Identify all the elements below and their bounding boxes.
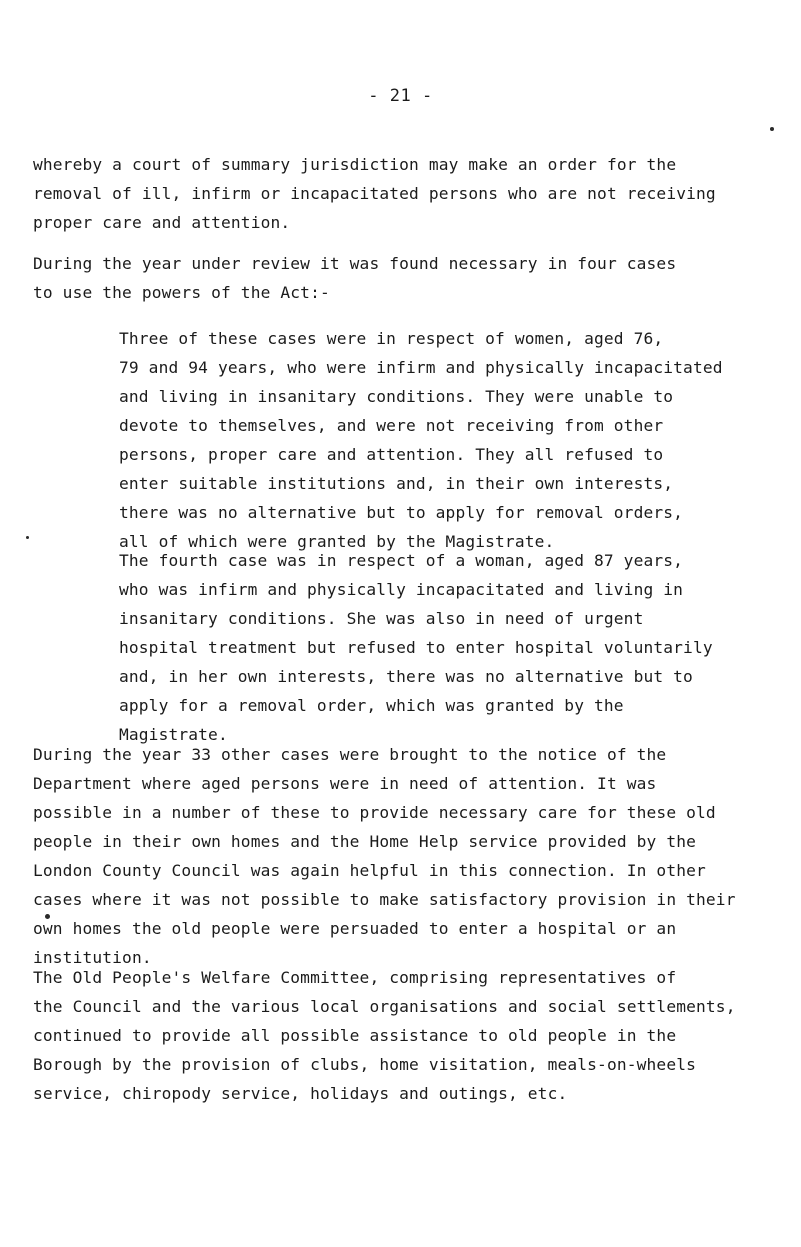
text-line: persons, proper care and attention. They all refused to [119, 445, 664, 464]
paragraph-other-cases [33, 740, 736, 972]
text-line: cases where it was not possible to make satisfactory provision in their [33, 890, 736, 909]
text-line: and living in insanitary conditions. They were unable to [119, 387, 674, 406]
text-line: removal of ill, infirm or incapacitated persons who are not receiving [33, 184, 716, 203]
text-line: Borough by the provision of clubs, home visitation, meals-on-wheels [33, 1055, 697, 1074]
paragraph-summary-jurisdiction [33, 150, 716, 237]
text-line: proper care and attention. [33, 213, 291, 232]
text-line: there was no alternative but to apply for removal orders, [119, 503, 684, 522]
text-line: institution. [33, 948, 152, 967]
text-line: London County Council was again helpful in this connection. In other [33, 861, 706, 880]
paragraph-welfare-committee [33, 963, 736, 1108]
page-number: - 21 - [368, 86, 433, 106]
paragraph-fourth-case [119, 546, 713, 749]
text-line: Three of these cases were in respect of women, aged 76, [119, 329, 664, 348]
text-line: devote to themselves, and were not receiving from other [119, 416, 664, 435]
text-line: During the year 33 other cases were brought to the notice of the [33, 745, 667, 764]
text-line: own homes the old people were persuaded to enter a hospital or an [33, 919, 677, 938]
text-line: The fourth case was in respect of a woman, aged 87 years, [119, 551, 684, 570]
text-line: Department where aged persons were in need of attention. It was [33, 774, 657, 793]
text-line: to use the powers of the Act:- [33, 283, 330, 302]
text-line: whereby a court of summary jurisdiction may make an order for the [33, 155, 677, 174]
text-line: insanitary conditions. She was also in need of urgent [119, 609, 644, 628]
text-line: 79 and 94 years, who were infirm and physically incapacitated [119, 358, 723, 377]
text-line: service, chiropody service, holidays and outings, etc. [33, 1084, 568, 1103]
text-line: who was infirm and physically incapacitated and living in [119, 580, 684, 599]
text-line: During the year under review it was found necessary in four cases [33, 254, 677, 273]
text-line: Magistrate. [119, 725, 228, 744]
scan-speck [770, 127, 774, 131]
text-line: possible in a number of these to provide necessary care for these old [33, 803, 716, 822]
text-line: continued to provide all possible assistance to old people in the [33, 1026, 677, 1045]
text-line: hospital treatment but refused to enter hospital voluntarily [119, 638, 713, 657]
text-line: enter suitable institutions and, in their own interests, [119, 474, 674, 493]
paragraph-three-cases [119, 324, 723, 556]
text-line: The Old People's Welfare Committee, comprising representatives of [33, 968, 677, 987]
text-line: people in their own homes and the Home Help service provided by the [33, 832, 697, 851]
text-line: and, in her own interests, there was no alternative but to [119, 667, 693, 686]
text-line: apply for a removal order, which was granted by the [119, 696, 624, 715]
text-line: the Council and the various local organisations and social settlements, [33, 997, 736, 1016]
text-line: all of which were granted by the Magistrate. [119, 532, 555, 551]
scan-speck [26, 536, 29, 539]
paragraph-powers-used [33, 249, 676, 307]
